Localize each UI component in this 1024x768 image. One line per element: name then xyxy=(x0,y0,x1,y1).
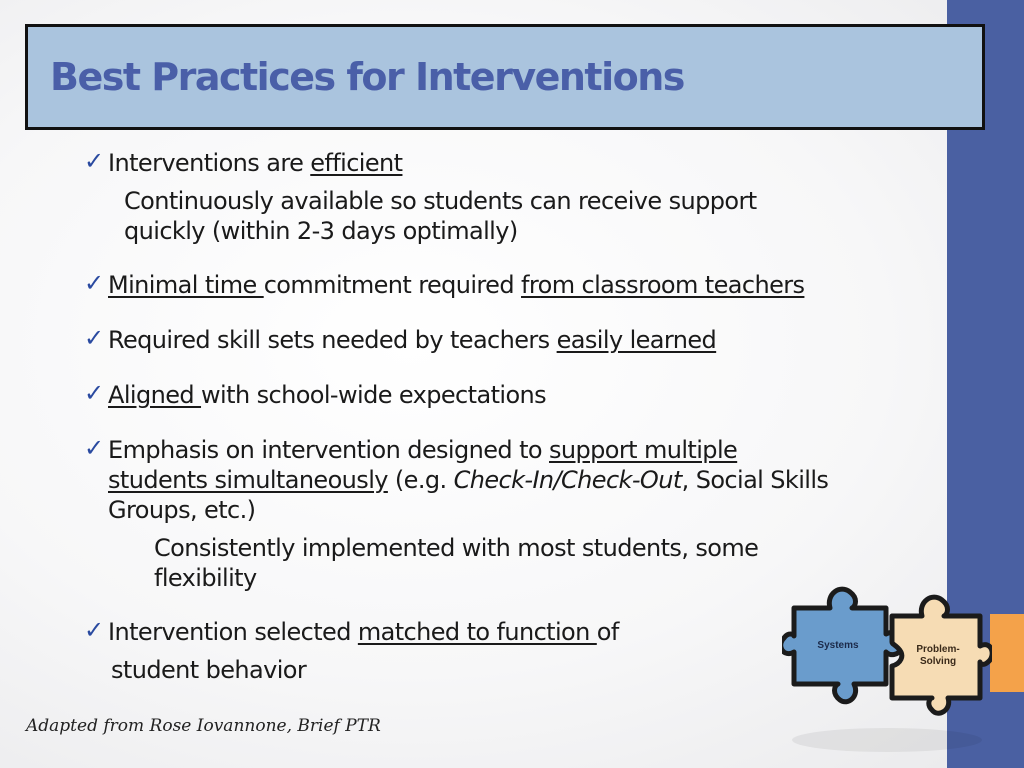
bullet-1-sub-line-1: Continuously available so students can receive support xyxy=(124,187,757,215)
bullet-5-line-1 xyxy=(108,435,737,465)
bullet-4 xyxy=(108,380,546,410)
bullet-emphasis: Aligned xyxy=(108,381,202,409)
bullet-5-line-2 xyxy=(108,465,828,495)
puzzle-piece-systems xyxy=(782,589,904,702)
bullet-text: Required skill sets needed by teachers xyxy=(108,326,557,354)
bullet-6 xyxy=(108,617,619,647)
checkmark-icon: ✓ xyxy=(84,147,105,175)
puzzle-shadow xyxy=(792,728,982,752)
checkmark-icon: ✓ xyxy=(84,616,105,644)
puzzle-pieces-graphic xyxy=(782,580,992,760)
checkmark-icon: ✓ xyxy=(84,379,105,407)
bullet-emphasis: efficient xyxy=(310,149,403,177)
bullet-1-sub-line-2: quickly (within 2-3 days optimally) xyxy=(124,217,518,245)
slide-title: Best Practices for Interventions xyxy=(50,55,684,99)
puzzle-label-problem: Problem- xyxy=(916,644,960,655)
bullet-example: Check-In/Check-Out xyxy=(453,466,682,494)
bullet-3 xyxy=(108,325,716,355)
bullet-1 xyxy=(108,148,402,178)
checkmark-icon: ✓ xyxy=(84,269,105,297)
bullet-text: Intervention selected xyxy=(108,618,358,646)
checkmark-icon: ✓ xyxy=(84,324,105,352)
bullet-emphasis: easily learned xyxy=(556,326,717,354)
bullet-text: Interventions are xyxy=(108,149,311,177)
bullet-emphasis: from classroom teachers xyxy=(521,271,805,299)
bullet-emphasis: matched to function xyxy=(357,618,597,646)
puzzle-label-solving: Solving xyxy=(919,656,957,667)
bullet-2 xyxy=(108,270,804,300)
bullet-5-sub-line-2: flexibility xyxy=(154,564,257,592)
bullet-text: commitment required xyxy=(263,271,522,299)
sidebar-accent-block xyxy=(990,614,1024,692)
bullet-5-sub-line-1: Consistently implemented with most students, some xyxy=(154,534,759,562)
puzzle-piece-problem-solving xyxy=(892,597,992,713)
bullet-emphasis: support multiple xyxy=(549,436,738,464)
bullet-text: with school-wide expectations xyxy=(201,381,547,409)
attribution-footer: Adapted from Rose Iovannone, Brief PTR xyxy=(26,716,381,736)
checkmark-icon: ✓ xyxy=(84,434,105,462)
puzzle-label-systems: Systems xyxy=(817,640,859,651)
bullet-5-line-3: Groups, etc.) xyxy=(108,496,256,524)
bullet-text: of xyxy=(596,618,619,646)
bullet-text: Emphasis on intervention designed to xyxy=(108,436,549,464)
bullet-emphasis: students simultaneously xyxy=(108,466,388,494)
bullet-text: (e.g. xyxy=(387,466,454,494)
bullet-text: , Social Skills xyxy=(681,466,829,494)
bullet-6-line-2: student behavior xyxy=(111,656,307,684)
bullet-emphasis: Minimal time xyxy=(108,271,264,299)
